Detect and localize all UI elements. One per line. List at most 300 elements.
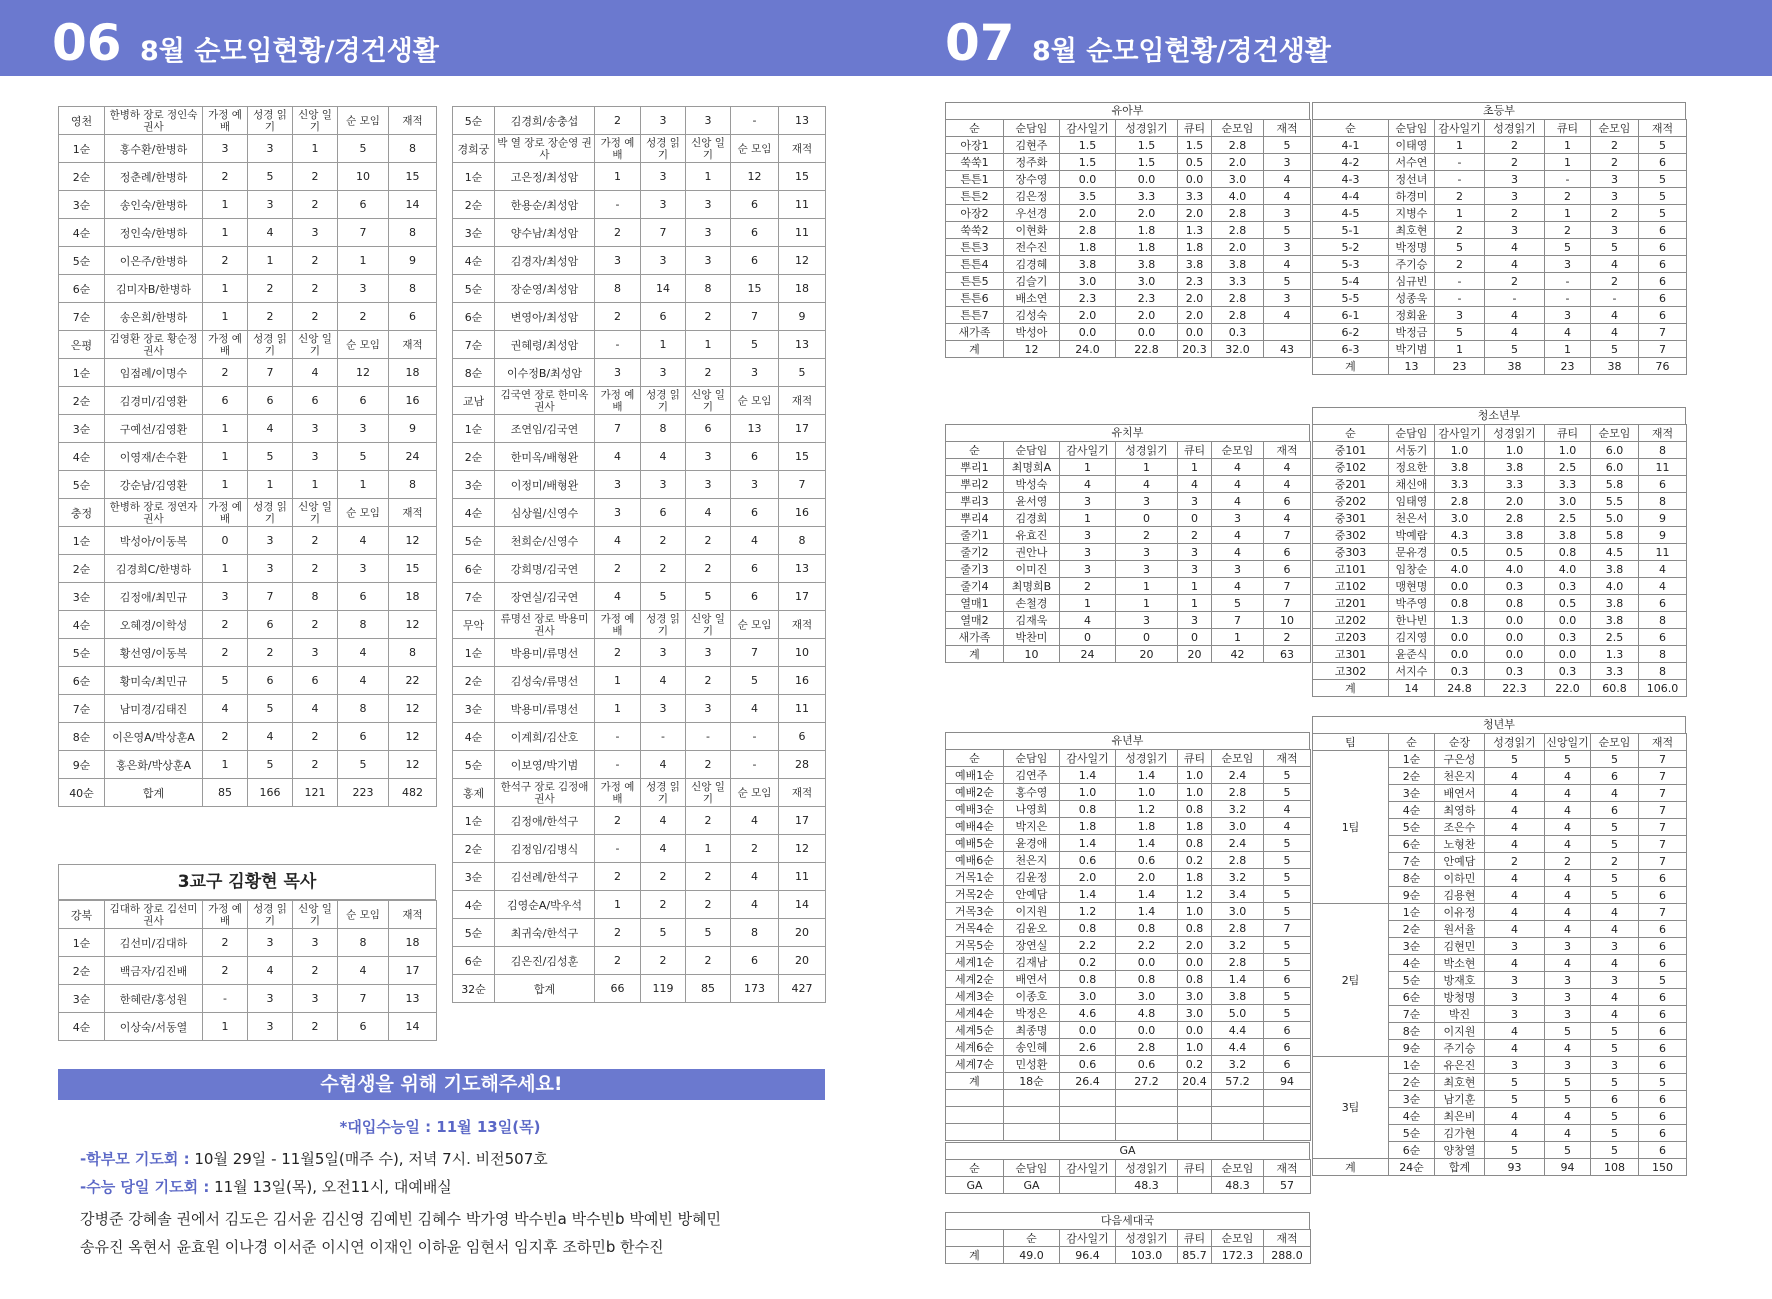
header-row [946, 120, 1311, 137]
table-cell: 6 [338, 1013, 389, 1041]
table-cell: 4 [641, 807, 686, 835]
table-cell: 24 [389, 443, 437, 471]
table-cell: 예배5순 [946, 835, 1004, 852]
table-cell: 18 [389, 583, 437, 611]
table-cell: 1.5 [1116, 137, 1178, 154]
table-row [59, 611, 437, 639]
table-cell: 3.8 [1212, 988, 1264, 1005]
column-header: 순 [946, 750, 1004, 767]
table-cell: 5 [1264, 869, 1311, 886]
table-cell: 튼튼7 [946, 307, 1004, 324]
table-cell: 3 [248, 985, 293, 1013]
table-row [59, 695, 437, 723]
table-cell: 1 [686, 163, 731, 191]
column-header: 재적 [779, 135, 826, 163]
table-cell: 8 [1639, 493, 1687, 510]
table-cell: 뿌리3 [946, 493, 1004, 510]
table-cell: 7 [779, 471, 826, 499]
table-cell: 1 [203, 555, 248, 583]
table-cell: 이종호 [1004, 988, 1060, 1005]
table-cell: 이정미/배형완 [495, 471, 595, 499]
table-cell: 7 [731, 639, 779, 667]
table-cell: 3.0 [1116, 988, 1178, 1005]
table-cell: 17 [779, 583, 826, 611]
table-cell: 김경희 [1004, 510, 1060, 527]
table-cell: - [1545, 290, 1591, 307]
table-cell: 6 [1639, 629, 1687, 646]
table-cell: 계 [946, 341, 1004, 358]
column-header: 순장 [1435, 734, 1485, 751]
column-header: 재적 [389, 331, 437, 359]
table-cell: 3 [1485, 972, 1545, 989]
table-row [453, 919, 826, 947]
table-cell: 3.8 [1116, 256, 1178, 273]
column-header: 재적 [1264, 442, 1311, 459]
table-cell: 3순 [1389, 938, 1435, 955]
table-cell: 4 [731, 527, 779, 555]
table-row [453, 583, 826, 611]
table-cell: 1순 [59, 135, 105, 163]
column-header: 재적 [779, 779, 826, 807]
table-cell: 2 [595, 107, 641, 135]
table-row [59, 387, 437, 415]
table-cell: 4 [1485, 1108, 1545, 1125]
table-cell: - [1545, 171, 1591, 188]
group-leader: 한병하 장로 정연자 권사 [105, 499, 203, 527]
table-cell: 2.8 [1212, 852, 1264, 869]
column-header: 재적 [1264, 750, 1311, 767]
table-cell: 15 [779, 443, 826, 471]
table-cell: 강희명/김국연 [495, 555, 595, 583]
table-cell: 2 [641, 555, 686, 583]
table-cell: 1.8 [1178, 239, 1212, 256]
table-cell: 3.8 [1485, 527, 1545, 544]
table-cell: 6 [731, 499, 779, 527]
table-cell: 38 [1485, 358, 1545, 375]
table-cell: 6-2 [1313, 324, 1389, 341]
district-table-b [452, 106, 826, 1003]
table-cell: 튼튼2 [946, 188, 1004, 205]
table-cell: 1 [1116, 578, 1178, 595]
table-row [453, 891, 826, 919]
table-cell: 4 [338, 957, 389, 985]
table-cell: 0.8 [1485, 595, 1545, 612]
table-cell: 세계5순 [946, 1022, 1004, 1039]
table-cell: 7순 [453, 331, 495, 359]
table-cell: 10 [779, 639, 826, 667]
table-cell: 최호현 [1389, 222, 1435, 239]
table-cell: 세계4순 [946, 1005, 1004, 1022]
column-header: 재적 [779, 611, 826, 639]
table-row [946, 767, 1311, 784]
table-cell: 1 [595, 695, 641, 723]
column-header: 순 모임 [731, 387, 779, 415]
table-cell: 4 [1545, 802, 1591, 819]
table-cell: 2.8 [1060, 222, 1116, 239]
table-cell: 4 [1591, 921, 1639, 938]
table-cell: 3.0 [1212, 818, 1264, 835]
table-row [946, 886, 1311, 903]
table-cell: 2 [641, 947, 686, 975]
table-cell: 2.3 [1178, 273, 1212, 290]
table-cell: 3 [1060, 493, 1116, 510]
table-cell: 9 [389, 415, 437, 443]
table-cell: 1.8 [1060, 818, 1116, 835]
table-cell: 김지영 [1389, 629, 1435, 646]
table-cell: 60.8 [1591, 680, 1639, 697]
table-cell: 2 [293, 527, 338, 555]
table-cell: 3 [1591, 222, 1639, 239]
table-cell: 지병수 [1389, 205, 1435, 222]
table-cell: 2.8 [1212, 784, 1264, 801]
table-cell: 1 [1060, 459, 1116, 476]
yuchi-table [945, 441, 1311, 663]
table-cell: 22 [389, 667, 437, 695]
table-cell: 최영하 [1435, 802, 1485, 819]
table-row [946, 510, 1311, 527]
table-cell: 0.0 [1435, 629, 1485, 646]
table-cell: 2 [1545, 188, 1591, 205]
table-row [946, 801, 1311, 818]
table-cell: 4.3 [1435, 527, 1485, 544]
table-cell: 3.8 [1591, 561, 1639, 578]
table-cell: 3.3 [1212, 273, 1264, 290]
table-cell: 6순 [1389, 989, 1435, 1006]
table-cell: 3 [641, 247, 686, 275]
table-cell: 2 [1591, 273, 1639, 290]
table-cell: 0 [1116, 510, 1178, 527]
column-header: 큐티 [1545, 120, 1591, 137]
table-cell: 12 [338, 359, 389, 387]
nextgen-title: 다음세대국 [945, 1212, 1310, 1229]
table-cell: 6 [248, 387, 293, 415]
table-row [946, 835, 1311, 852]
column-header: 가정 예배 [595, 387, 641, 415]
table-row [1313, 341, 1687, 358]
table-row [59, 471, 437, 499]
table-cell: 1.4 [1212, 971, 1264, 988]
table-cell: 6 [1639, 938, 1687, 955]
table-cell: 1.0 [1178, 767, 1212, 784]
table-cell: 172.3 [1212, 1247, 1264, 1264]
table-cell: 김영순A/박우석 [495, 891, 595, 919]
nextgen-table [945, 1229, 1311, 1264]
table-cell [1264, 324, 1311, 341]
table-cell: 7순 [1389, 1006, 1435, 1023]
table-cell: 5 [1591, 751, 1639, 768]
table-cell: 9 [1639, 510, 1687, 527]
total-row [59, 779, 437, 807]
table-cell: 4 [595, 527, 641, 555]
table-cell: 6순 [453, 303, 495, 331]
table-cell: 0.6 [1116, 1056, 1178, 1073]
table-cell: 4 [248, 415, 293, 443]
left-page-title: 8월 순모임현황/경건생활 [140, 36, 439, 67]
table-cell: 3 [686, 695, 731, 723]
table-cell: 4 [1639, 578, 1687, 595]
table-cell: 5 [338, 443, 389, 471]
table-row [59, 527, 437, 555]
table-cell: 튼튼5 [946, 273, 1004, 290]
table-cell: 1 [338, 247, 389, 275]
table-cell: 5 [1591, 239, 1639, 256]
table-cell: 6 [1639, 1108, 1687, 1125]
header-row [1313, 734, 1687, 751]
table-cell: 0.0 [1178, 1022, 1212, 1039]
table-cell: 3 [1116, 561, 1178, 578]
table-cell: 2.5 [1591, 629, 1639, 646]
table-cell: 김성숙/류명선 [495, 667, 595, 695]
table-cell: 1 [248, 471, 293, 499]
table-cell: 2 [293, 611, 338, 639]
table-cell: 민성환 [1004, 1056, 1060, 1073]
header-row [946, 442, 1311, 459]
table-cell: 0.0 [1435, 578, 1485, 595]
table-cell: 1 [203, 275, 248, 303]
column-header: 큐티 [1545, 425, 1591, 442]
table-cell: 5순 [453, 107, 495, 135]
table-cell: 김연주 [1004, 767, 1060, 784]
table-cell: 1 [203, 191, 248, 219]
column-header: 가정 예배 [595, 135, 641, 163]
total-cell: 66 [595, 975, 641, 1003]
table-cell: 12 [1004, 341, 1060, 358]
table-cell: 방재호 [1435, 972, 1485, 989]
table-cell: 천희순/신영수 [495, 527, 595, 555]
group-name: 은평 [59, 331, 105, 359]
table-cell: 4 [1485, 955, 1545, 972]
table-cell: 1 [1178, 459, 1212, 476]
empty-cell [1178, 1124, 1212, 1141]
table-cell: 계 [946, 1247, 1004, 1264]
table-cell: 0.3 [1212, 324, 1264, 341]
table-cell: 3순 [1389, 1091, 1435, 1108]
table-cell: 6 [1639, 290, 1687, 307]
table-cell: 2.8 [1435, 493, 1485, 510]
table-cell: 0.8 [1060, 801, 1116, 818]
table-row [453, 807, 826, 835]
column-header [946, 1230, 1004, 1247]
table-cell [1178, 1177, 1212, 1194]
table-row [1313, 578, 1687, 595]
yuchi-section [945, 424, 1310, 663]
table-cell: 1 [1060, 510, 1116, 527]
column-header: 순담임 [1004, 1160, 1060, 1177]
table-cell: 8 [389, 639, 437, 667]
table-cell: 2 [595, 219, 641, 247]
table-cell: 나영희 [1004, 801, 1060, 818]
table-cell: - [1435, 154, 1485, 171]
table-cell: 3 [293, 219, 338, 247]
table-cell: 송인숙/한병하 [105, 191, 203, 219]
table-cell: 1.4 [1116, 903, 1178, 920]
table-cell: 20.3 [1178, 341, 1212, 358]
table-cell: 4 [1485, 307, 1545, 324]
table-cell: 5 [1264, 273, 1311, 290]
table-cell: 2 [1264, 629, 1311, 646]
total-cell: 482 [389, 779, 437, 807]
table-cell: 2 [203, 957, 248, 985]
table-cell: 2 [1178, 527, 1212, 544]
table-cell: 0.0 [1116, 171, 1178, 188]
table-cell: 5 [1639, 171, 1687, 188]
table-cell: 20 [779, 919, 826, 947]
table-cell: 5.0 [1212, 1005, 1264, 1022]
table-cell: 예배2순 [946, 784, 1004, 801]
table-cell: 6 [731, 443, 779, 471]
table-cell: 1 [1116, 595, 1178, 612]
column-header: 큐티 [1178, 442, 1212, 459]
table-cell: 4 [1264, 459, 1311, 476]
table-cell: 5 [1264, 1005, 1311, 1022]
table-cell: 2.3 [1116, 290, 1178, 307]
table-cell: 3 [293, 639, 338, 667]
table-cell: 8 [641, 415, 686, 443]
table-cell: 1.3 [1435, 612, 1485, 629]
table-cell: 9 [1639, 527, 1687, 544]
table-cell: 8 [338, 611, 389, 639]
table-cell: 3.0 [1178, 1005, 1212, 1022]
table-row [946, 239, 1311, 256]
table-cell: 고203 [1313, 629, 1389, 646]
table-cell: 3 [1485, 1057, 1545, 1074]
table-cell: 5 [1639, 188, 1687, 205]
table-cell: 3 [1485, 188, 1545, 205]
table-cell: 박진 [1435, 1006, 1485, 1023]
table-row [946, 188, 1311, 205]
table-cell: 0.8 [1178, 801, 1212, 818]
table-cell: 3 [641, 359, 686, 387]
column-header: 신앙 일기 [686, 387, 731, 415]
table-cell: 5순 [59, 471, 105, 499]
table-cell: 4 [1212, 493, 1264, 510]
table-cell: 8순 [1389, 1023, 1435, 1040]
table-cell: 3 [248, 527, 293, 555]
table-cell: 김정애/최민규 [105, 583, 203, 611]
table-row [946, 290, 1311, 307]
table-cell: 중301 [1313, 510, 1389, 527]
table-cell: 2 [1060, 578, 1116, 595]
table-cell: 2 [686, 527, 731, 555]
table-cell: 5순 [453, 919, 495, 947]
table-cell: 14 [389, 1013, 437, 1041]
column-header: 팀 [1313, 734, 1389, 751]
table-cell: 8 [731, 919, 779, 947]
table-cell: 4 [293, 359, 338, 387]
table-row [1313, 680, 1687, 697]
table-cell: 11 [779, 191, 826, 219]
table-cell: 세계3순 [946, 988, 1004, 1005]
empty-row [946, 1107, 1311, 1124]
table-cell: 2.2 [1116, 937, 1178, 954]
group-name: 홍제 [453, 779, 495, 807]
table-cell: 김용현 [1435, 887, 1485, 904]
table-cell: 3 [1591, 1057, 1639, 1074]
table-cell: 김경자/최성암 [495, 247, 595, 275]
table-cell: 1 [203, 471, 248, 499]
table-cell: 13 [779, 331, 826, 359]
table-cell: 장연실 [1004, 937, 1060, 954]
table-cell: 중101 [1313, 442, 1389, 459]
table-cell: 6 [1639, 1023, 1687, 1040]
column-header: 순 모임 [731, 779, 779, 807]
table-cell: 8 [595, 275, 641, 303]
column-header: 순모임 [1591, 120, 1639, 137]
table-cell: 천은서 [1389, 510, 1435, 527]
table-cell: 권혜령/최성암 [495, 331, 595, 359]
table-cell: 박용미/류명선 [495, 639, 595, 667]
table-cell: 32.0 [1212, 341, 1264, 358]
table-cell: 17 [389, 957, 437, 985]
table-cell: 5순 [1389, 1125, 1435, 1142]
table-cell: 6 [338, 387, 389, 415]
column-header: 순 [946, 1160, 1004, 1177]
table-cell: 손철경 [1004, 595, 1060, 612]
table-cell: 6 [1264, 561, 1311, 578]
table-cell: 9 [779, 303, 826, 331]
table-cell: 3 [248, 929, 293, 957]
table-cell: 3 [338, 555, 389, 583]
empty-cell [1178, 1090, 1212, 1107]
table-cell: 8 [686, 275, 731, 303]
table-cell: 7 [1639, 819, 1687, 836]
table-cell: 17 [779, 807, 826, 835]
table-cell: 6 [1639, 870, 1687, 887]
table-cell: 1.2 [1178, 886, 1212, 903]
column-header: 감사일기 [1060, 1230, 1116, 1247]
table-cell: GA [1004, 1177, 1060, 1194]
table-cell: 정요한 [1389, 459, 1435, 476]
table-cell: 11 [1639, 459, 1687, 476]
table-cell: 3 [1591, 171, 1639, 188]
table-cell: 이영재/손수환 [105, 443, 203, 471]
table-row [946, 629, 1311, 646]
table-cell: 5 [1485, 1074, 1545, 1091]
table-cell: 7 [338, 985, 389, 1013]
table-cell: 3 [1591, 938, 1639, 955]
table-cell: 5 [1591, 819, 1639, 836]
table-cell: 3 [1485, 222, 1545, 239]
table-cell: 1.2 [1116, 801, 1178, 818]
table-cell: 57 [1264, 1177, 1311, 1194]
table-cell: 4 [1485, 1125, 1545, 1142]
table-cell: 5 [1591, 1040, 1639, 1057]
table-cell: 계 [1313, 358, 1389, 375]
table-cell: 6 [1264, 1022, 1311, 1039]
total-cell: 427 [779, 975, 826, 1003]
table-cell: 정회윤 [1389, 307, 1435, 324]
table-cell: 22.3 [1485, 680, 1545, 697]
table-cell: - [595, 751, 641, 779]
table-cell: 6 [248, 611, 293, 639]
table-cell: 1.5 [1116, 154, 1178, 171]
table-cell: 3 [1545, 972, 1591, 989]
table-cell: 2.0 [1116, 869, 1178, 886]
table-cell: 0.0 [1178, 324, 1212, 341]
table-cell: 1.8 [1116, 239, 1178, 256]
column-header: 재적 [389, 107, 437, 135]
table-cell: 고은정/최성암 [495, 163, 595, 191]
column-header: 성경 읽기 [248, 499, 293, 527]
table-cell: 양수남/최성암 [495, 219, 595, 247]
table-cell: 4 [1545, 921, 1591, 938]
table-cell: 4 [203, 695, 248, 723]
table-row [1313, 751, 1687, 768]
table-cell: 5 [1264, 835, 1311, 852]
table-cell: 3 [203, 135, 248, 163]
table-row [946, 137, 1311, 154]
nextgen-section [945, 1212, 1310, 1264]
